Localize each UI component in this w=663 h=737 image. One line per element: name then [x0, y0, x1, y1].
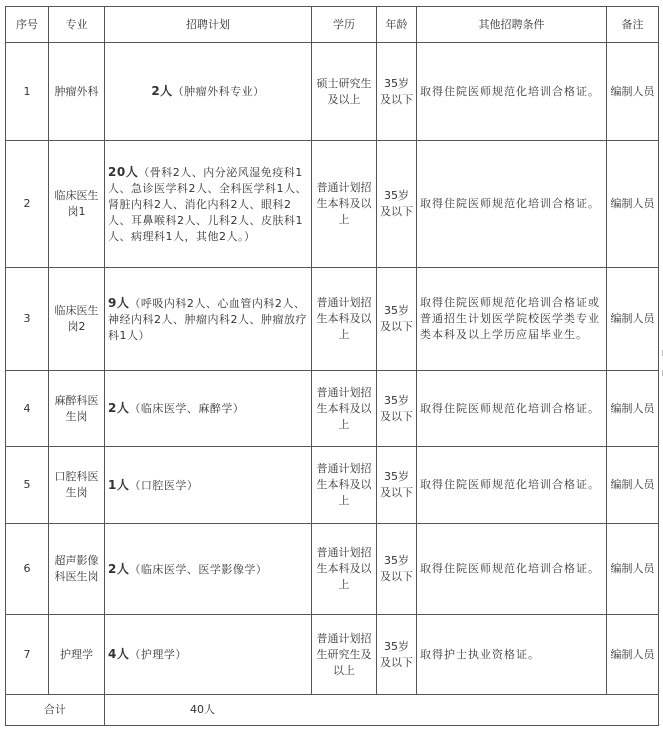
header-remarks: 备注 — [607, 7, 659, 43]
table-row — [6, 268, 659, 371]
row-education: 普通计划招生本科及以上 — [312, 141, 377, 268]
plan-count: 2人 — [108, 401, 130, 415]
row-remarks: 编制人员 — [607, 371, 659, 447]
table-row — [6, 141, 659, 268]
margin-mark — [658, 350, 663, 356]
total-row — [6, 695, 659, 726]
header-education: 学历 — [312, 7, 377, 43]
row-index: 4 — [6, 371, 49, 447]
row-age: 35岁及以下 — [377, 447, 417, 524]
plan-count: 2人 — [108, 561, 130, 576]
row-education: 硕士研究生及以上 — [312, 43, 377, 141]
plan-detail: （肿瘤外科专业） — [172, 85, 265, 98]
row-conditions: 取得住院医师规范化培训合格证。 — [417, 141, 607, 268]
row-major: 超声影像科医生岗 — [49, 524, 105, 615]
row-major: 护理学 — [49, 615, 105, 695]
plan-detail: （呼吸内科2人、心血管内科2人、神经内科2人、肿瘤内科2人、肿瘤放疗科1人） — [108, 296, 307, 342]
row-remarks: 编制人员 — [607, 43, 659, 141]
plan-detail: （护理学） — [129, 648, 187, 661]
plan-count: 1人 — [108, 477, 130, 492]
table-row — [6, 371, 659, 447]
total-value: 40人 — [105, 695, 659, 726]
row-major: 口腔科医生岗 — [49, 447, 105, 524]
row-conditions: 取得住院医师规范化培训合格证。 — [417, 371, 607, 447]
row-remarks: 编制人员 — [607, 615, 659, 695]
table-row — [6, 615, 659, 695]
row-major: 临床医生岗1 — [49, 141, 105, 268]
table-row — [6, 447, 659, 524]
row-education: 普通计划招生本科及以上 — [312, 268, 377, 371]
header-plan: 招聘计划 — [105, 7, 312, 43]
row-conditions: 取得住院医师规范化培训合格证。 — [417, 447, 607, 524]
row-education: 普通计划招生本科及以上 — [312, 371, 377, 447]
row-major: 麻醉科医生岗 — [49, 371, 105, 447]
row-plan — [105, 447, 312, 524]
row-plan — [105, 371, 312, 447]
row-conditions: 取得住院医师规范化培训合格证。 — [417, 524, 607, 615]
header-major: 专业 — [49, 7, 105, 43]
row-age: 35岁及以下 — [377, 615, 417, 695]
row-age: 35岁及以下 — [377, 371, 417, 447]
row-education: 普通计划招生本科及以上 — [312, 447, 377, 524]
recruitment-table — [5, 6, 659, 726]
total-label: 合计 — [6, 695, 105, 726]
row-index: 3 — [6, 268, 49, 371]
row-age: 35岁及以下 — [377, 43, 417, 141]
plan-detail: （骨科2人、内分泌风湿免疫科1人、急诊医学科2人、全科医学科1人、肾脏内科2人、消化内科2人、眼科2人、耳鼻喉科2人、儿科2人、皮肤科1人、病理科1人，其他2人。） — [108, 165, 307, 243]
plan-detail: （口腔医学） — [129, 478, 199, 492]
row-index: 1 — [6, 43, 49, 141]
row-index: 7 — [6, 615, 49, 695]
row-index: 2 — [6, 141, 49, 268]
plan-detail: （临床医学、麻醉学） — [129, 402, 245, 415]
row-plan — [105, 141, 312, 268]
header-index: 序号 — [6, 7, 49, 43]
row-conditions: 取得护士执业资格证。 — [417, 615, 607, 695]
table-row — [6, 43, 659, 141]
row-education: 普通计划招生本科及以上 — [312, 524, 377, 615]
row-index: 5 — [6, 447, 49, 524]
row-remarks: 编制人员 — [607, 524, 659, 615]
header-row — [6, 7, 659, 43]
row-major: 肿瘤外科 — [49, 43, 105, 141]
row-remarks: 编制人员 — [607, 141, 659, 268]
row-plan — [105, 615, 312, 695]
row-conditions: 取得住院医师规范化培训合格证。 — [417, 43, 607, 141]
row-age: 35岁及以下 — [377, 268, 417, 371]
header-age: 年龄 — [377, 7, 417, 43]
row-remarks: 编制人员 — [607, 447, 659, 524]
plan-detail: （临床医学、医学影像学） — [129, 562, 268, 576]
plan-count: 20人 — [108, 164, 139, 179]
plan-count: 2人 — [151, 84, 173, 98]
row-major: 临床医生岗2 — [49, 268, 105, 371]
row-education: 普通计划招生研究生及以上 — [312, 615, 377, 695]
table-row — [6, 524, 659, 615]
margin-mark — [658, 370, 663, 376]
row-age: 35岁及以下 — [377, 524, 417, 615]
row-plan — [105, 43, 312, 141]
row-age: 35岁及以下 — [377, 141, 417, 268]
plan-count: 4人 — [108, 647, 130, 661]
plan-count: 9人 — [108, 295, 130, 310]
row-plan — [105, 268, 312, 371]
header-conditions: 其他招聘条件 — [417, 7, 607, 43]
row-remarks: 编制人员 — [607, 268, 659, 371]
row-conditions: 取得住院医师规范化培训合格证或普通招生计划医学院校医学类专业类本科及以上学历应届毕业生。 — [417, 268, 607, 371]
row-plan — [105, 524, 312, 615]
row-index: 6 — [6, 524, 49, 615]
